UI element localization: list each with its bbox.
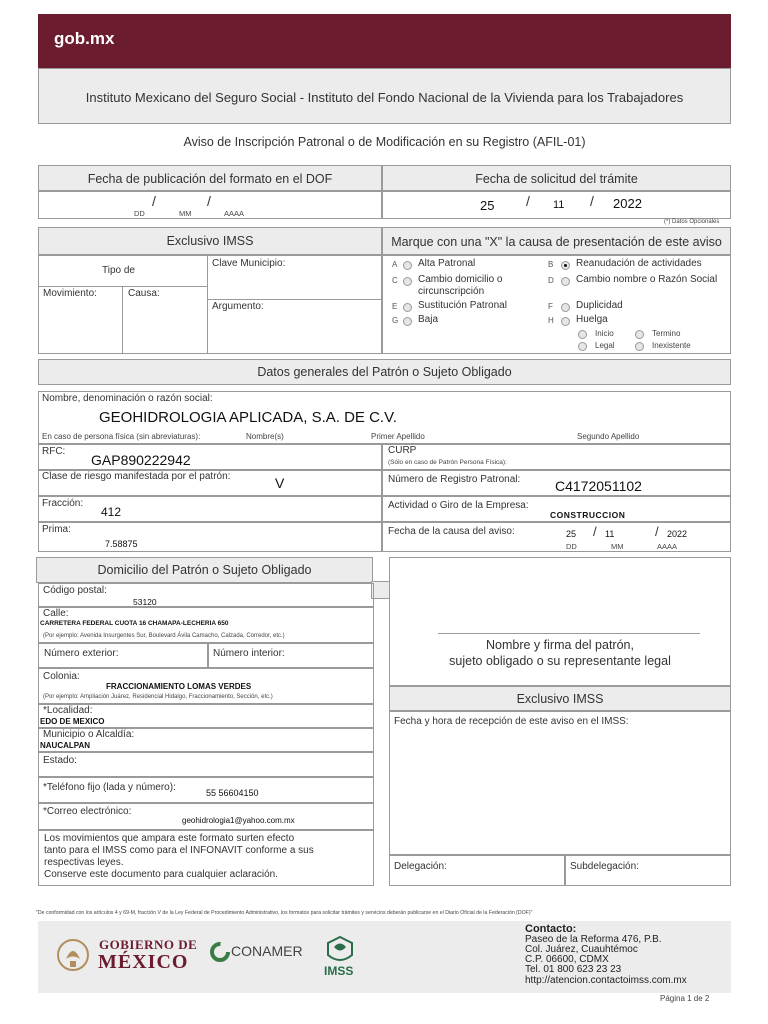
imss-exclusive-body	[38, 255, 382, 354]
signature-box[interactable]: Nombre y firma del patrón, sujeto obligado o su representante legal	[389, 557, 731, 686]
company-name[interactable]: GEOHIDROLOGIA APLICADA, S.A. DE C.V.	[99, 409, 397, 426]
telefono-field[interactable]: *Teléfono fijo (lada y número): 55 56604150	[38, 777, 374, 803]
huelga-legal-radio[interactable]	[578, 342, 587, 351]
imss-logo-icon	[325, 935, 355, 965]
municipio-field[interactable]: Municipio o Alcaldía: NAUCALPAN	[38, 728, 374, 752]
causa-label: Causa:	[128, 288, 160, 299]
legal-effect-note: Los movimientos que ampara este formato surten efecto tanto para el IMSS como para el INFONAVIT conforme a sus respectivas leyes. Conserve este documento para cualquier aclaración.	[38, 830, 374, 886]
page-number: Página 1 de 2	[660, 994, 710, 1003]
cp-field[interactable]: Código postal: 53120	[38, 583, 374, 607]
dof-date-field[interactable]: DD / MM / AAAA	[38, 191, 382, 219]
gobierno-text-1: GOBIERNO DE	[99, 937, 198, 952]
cause-h-radio[interactable]	[561, 317, 570, 326]
cause-b-radio[interactable]	[561, 261, 570, 270]
huelga-inicio-radio[interactable]	[578, 330, 587, 339]
request-date-header: Fecha de solicitud del trámite	[382, 165, 731, 191]
cause-f-radio[interactable]	[561, 303, 570, 312]
imss-exclusive-2-header: Exclusivo IMSS	[389, 686, 731, 711]
name-section: Nombre, denominación o razón social: GEOHIDROLOGIA APLICADA, S.A. DE C.V. En caso de persona física (sin abreviaturas): Nombre(s) Primer Apellido Segundo Apellido	[38, 391, 731, 444]
conamer-logo-icon	[210, 942, 230, 962]
delegacion-field: Delegación:	[389, 855, 565, 886]
num-ext-field[interactable]: Número exterior:	[38, 643, 208, 668]
colonia-field[interactable]: Colonia: FRACCIONAMIENTO LOMAS VERDES (Por ejemplo: Ampliación Juárez, Residencial Hidalgo, Fraccionamiento, Sección, etc.)	[38, 668, 374, 704]
gob-logo[interactable]: gob.mx	[54, 29, 115, 48]
cause-c-radio[interactable]	[403, 277, 412, 286]
movimiento-label: Movimiento:	[43, 288, 97, 299]
imss-exclusive-header: Exclusivo IMSS	[38, 227, 382, 255]
localidad-field[interactable]: *Localidad: EDO DE MEXICO	[38, 704, 374, 728]
institute-name: Instituto Mexicano del Seguro Social - Instituto del Fondo Nacional de la Vivienda para los Trabajadores	[85, 90, 684, 105]
imss-text: IMSS	[324, 964, 354, 978]
calle-field[interactable]: Calle: CARRETERA FEDERAL CUOTA 16 CHAMAPA-LECHERIA 650 (Por ejemplo: Avenida Insurgentes Sur, Boulevard Ávila Camacho, Calzada, Corredor, etc.)	[38, 607, 374, 643]
reception-box: Fecha y hora de recepción de este aviso en el IMSS:	[389, 711, 731, 855]
huelga-inexistente-radio[interactable]	[635, 342, 644, 351]
contact-title: Contacto:	[525, 923, 577, 935]
tipo-de-label: Tipo de	[102, 265, 135, 276]
form-title: Aviso de Inscripción Patronal o de Modificación en su Registro (AFIL-01)	[183, 135, 586, 149]
curp-field[interactable]: CURP (Sólo en caso de Patrón Persona Física):	[382, 444, 731, 470]
institute-banner	[38, 68, 731, 124]
footer-bar: GOBIERNO DE MÉXICO CONAMER IMSS Contacto: Paseo de la Reforma 476, P.B. Col. Juárez, Cuauhtémoc C.P. 06600, CDMX Tel. 01 800 623 23 23 http://atencion.contactoimss.com.mx	[38, 921, 731, 993]
huelga-termino-radio[interactable]	[635, 330, 644, 339]
gobierno-text-2: MÉXICO	[98, 951, 189, 973]
cause-a-radio[interactable]	[403, 261, 412, 270]
legal-note: "De conformidad con los artículos 4 y 69-M, fracción V de la Ley Federal de Procedimiento Administrativo, los formatos para solicitar trámites y servicios deberán publicarse en el Diario Oficial de la Federación (DOF)"	[36, 910, 533, 916]
request-date-field[interactable]: 25 / 11 / 2022	[382, 191, 731, 219]
actividad-field[interactable]: Actividad o Giro de la Empresa: CONSTRUCCION	[382, 496, 731, 522]
subdelegacion-field: Subdelegación:	[565, 855, 731, 886]
general-data-header: Datos generales del Patrón o Sujeto Obligado	[38, 359, 731, 385]
header-bar	[38, 14, 731, 68]
dof-date-header: Fecha de publicación del formato en el DOF	[38, 165, 382, 191]
fraccion-field[interactable]: Fracción: 412	[38, 496, 382, 522]
argumento-label: Argumento:	[212, 301, 264, 312]
num-int-field[interactable]: Número interior:	[208, 643, 374, 668]
prima-field[interactable]: Prima: 7.58875	[38, 522, 382, 552]
cause-g-radio[interactable]	[403, 317, 412, 326]
rfc-field[interactable]: RFC: GAP890222942	[38, 444, 382, 470]
fecha-causa-field[interactable]: Fecha de la causa del aviso: 25 / 11 / 2022 DD MM AAAA	[382, 522, 731, 552]
cause-e-radio[interactable]	[403, 303, 412, 312]
address-header: Domicilio del Patrón o Sujeto Obligado	[36, 557, 373, 583]
registro-field[interactable]: Número de Registro Patronal: C4172051102	[382, 470, 731, 496]
conamer-text: CONAMER	[231, 943, 303, 959]
gobierno-eagle-icon	[56, 935, 90, 975]
causes-header: Marque con una "X" la causa de presentación de este aviso	[382, 227, 731, 255]
contact-link[interactable]: http://atencion.contactoimss.com.mx	[525, 975, 687, 986]
cause-d-radio[interactable]	[561, 277, 570, 286]
estado-field[interactable]: Estado:	[38, 752, 374, 777]
clave-municipio-label: Clave Municipio:	[212, 258, 286, 269]
signature-line	[438, 633, 700, 634]
optional-note: (*) Datos Opcionales	[664, 219, 720, 225]
riesgo-field[interactable]: Clase de riesgo manifestada por el patrón: V	[38, 470, 382, 496]
correo-field[interactable]: *Correo electrónico: geohidrologia1@yahoo.com.mx	[38, 803, 374, 830]
